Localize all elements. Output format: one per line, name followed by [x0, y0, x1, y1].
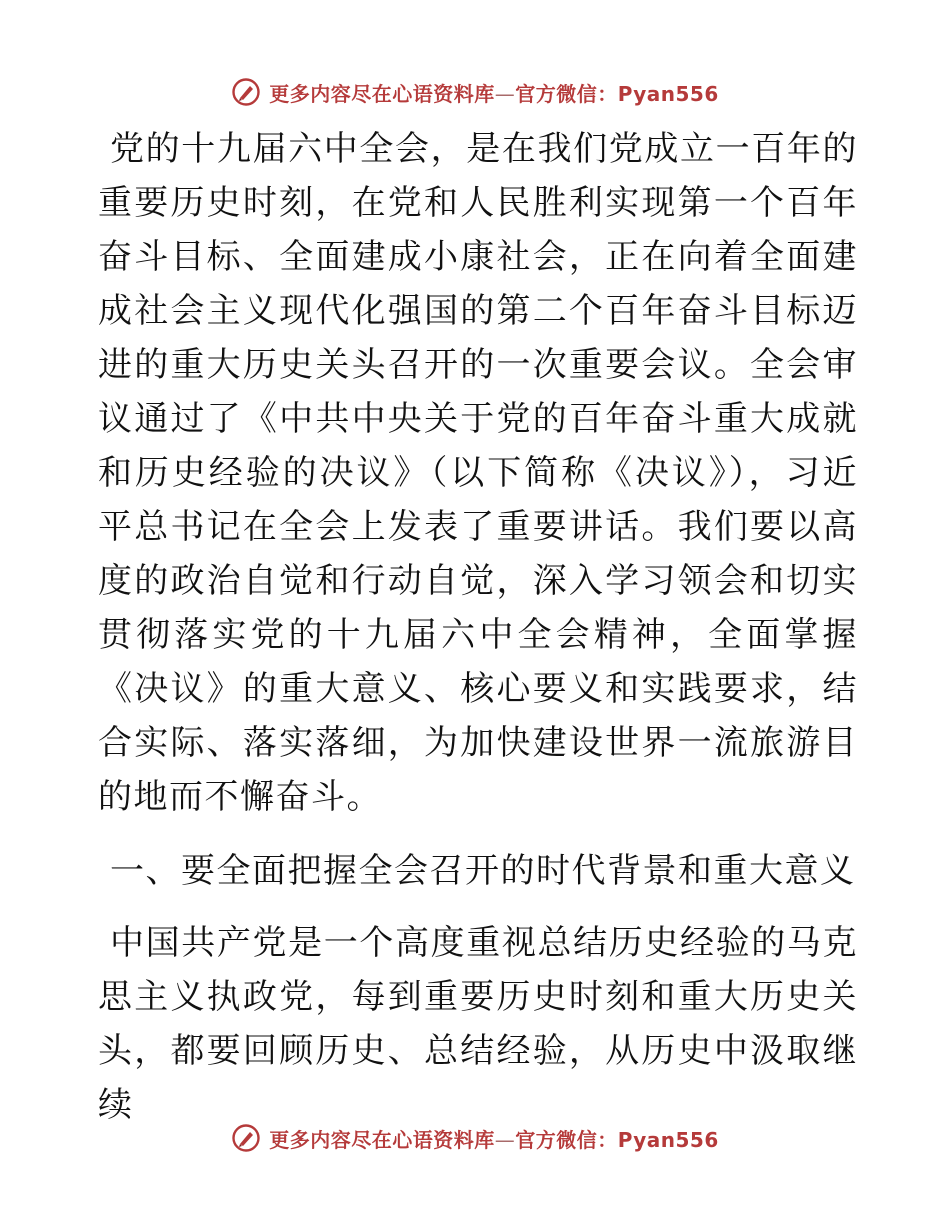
paragraph-2: 中国共产党是一个高度重视总结历史经验的马克思主义执政党，每到重要历史时刻和重大历史关头，都要回顾历史、总结经验，从历史中汲取继续: [98, 923, 858, 1125]
watermark-separator: —: [494, 81, 516, 106]
pen-logo-icon: [231, 1123, 261, 1153]
watermark-text: [269, 78, 719, 107]
watermark-site-text: 更多内容尽在心语资料库: [269, 81, 495, 106]
pen-logo-icon: [231, 77, 261, 107]
watermark-text: [269, 1124, 719, 1153]
watermark-contact-label: 官方微信：: [515, 81, 618, 106]
watermark-contact-label: 官方微信：: [515, 1127, 618, 1152]
footer-watermark: [0, 1118, 950, 1158]
paragraph-1: 党的十九届六中全会，是在我们党成立一百年的重要历史时刻，在党和人民胜利实现第一个百年奋斗目标、全面建成小康社会，正在向着全面建成社会主义现代化强国的第二个百年奋斗目标迈进的重大历史关头召开的一次重要会议。全会审议通过了《中共中央关于党的百年奋斗重大成就和历史经验的决议》（以下简称《决议》），习近平总书记在全会上发表了重要讲话。我们要以高度的政治自觉和行动自觉，深入学习领会和切实贯彻落实党的十九届六中全会精神，全面掌握《决议》的重大意义、核心要义和实践要求，结合实际、落实落细，为加快建设世界一流旅游目的地而不懈奋斗。: [98, 129, 858, 817]
watermark-contact-id: Pyan556: [617, 1127, 719, 1152]
document-body: [98, 122, 858, 1132]
header-watermark: [0, 72, 950, 112]
watermark-contact-id: Pyan556: [617, 81, 719, 106]
section-heading-1: 一、要全面把握全会召开的时代背景和重大意义: [110, 851, 856, 891]
watermark-separator: —: [494, 1127, 516, 1152]
watermark-site-text: 更多内容尽在心语资料库: [269, 1127, 495, 1152]
